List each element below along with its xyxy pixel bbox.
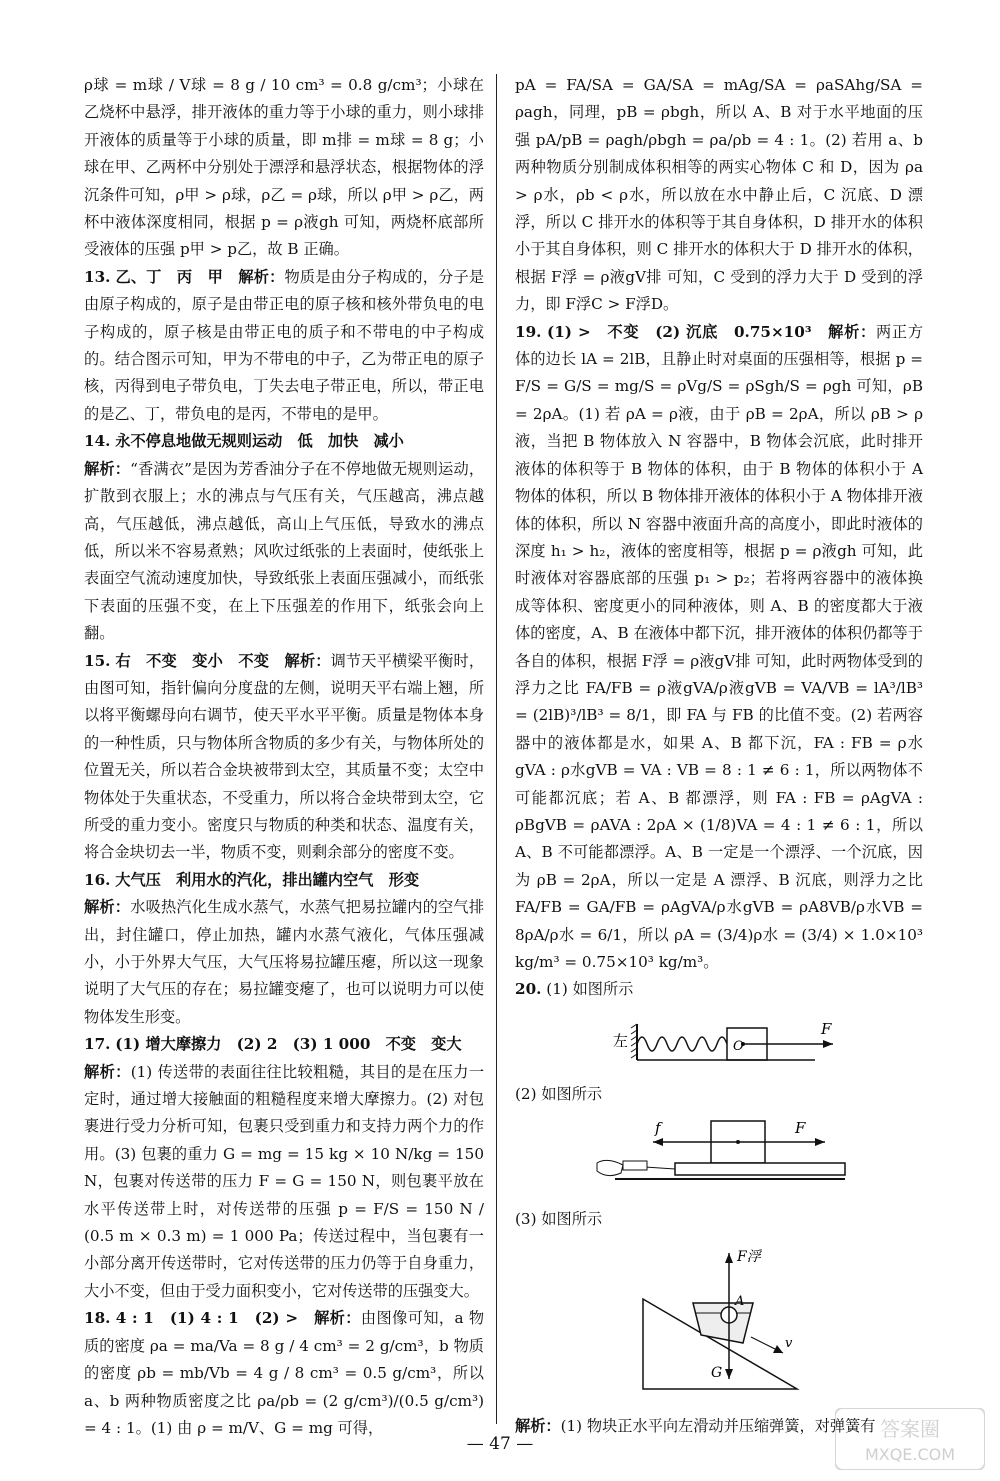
fig3-fb-label: F浮 — [737, 1249, 761, 1266]
q12-continuation: ρ球 = m球 / V球 = 8 g / 10 cm³ = 0.8 g/cm³；小球在乙烧杯中悬浮，排开液体的重力等于小球的重力，则小球排开液体的质量等于小球的质量，即 m排 = m球 = 8 g；小球在甲、乙两杯中分别处于漂浮和悬浮状态，根据物体的浮沉条件可知，ρ甲 > ρ球，ρ乙 = ρ球，所以 ρ甲 > ρ乙，两杯中液体深度相同，根据 p = ρ液gh 可知，两烧杯底部所受液体的压强 p甲 > p乙，故 B 正确。 — [84, 76, 484, 259]
question-16: 16. 大气压 利用水的汽化，排出罐内空气 形变 解析：水吸热汽化生成水蒸气，水蒸气把易拉罐内的空气排出，封住罐口，停止加热，罐内水蒸气液化，气体压强减小，小于外界大气压，大气压将易拉罐压瘪，所以这一现象说明了大气压的存在；易拉罐变瘪了，也可以说明力可以使物体发生形变。 — [84, 870, 485, 1026]
column-divider — [496, 74, 497, 1424]
q20-part2: (2) 如图所示 — [515, 1085, 603, 1104]
page-number: — 47 — — [466, 1434, 534, 1454]
fig1-left-label: 左 — [613, 1031, 629, 1050]
spring-scale — [623, 1161, 647, 1170]
question-17: 17. (1) 增大摩擦力 (2) 2 (3) 1 000 不变 变大 解析：(1) 传送带的表面往往比较粗糙，其目的是在压力一定时，通过增大接触面的粗糙程度来增大摩擦力。(2) 对包裹进行受力分析可知，包裹只受到重力和支持力两个力的作用。(3) 包裹的重力 G = mg = 15 kg × 10 N/kg = 150 N，包裹对传送带的压力 F = G = 150 N，则包裹平放在水平传送带上时，对传送带的压强 p = F/S = 150 N / (0.5 m × 0.3 m) = 1 000 Pa；传送过程中，当包裹有一小部分离开传送带时，它对传送带的压力仍等于自身重力，大小不变，但由于受力面积变小，它对传送带的压强变大。 — [84, 1035, 485, 1300]
string — [645, 1167, 675, 1169]
right-column — [515, 72, 923, 1440]
buoyancy-arrowhead — [725, 1253, 733, 1263]
question-13: 13. 乙、丁 丙 甲 解析：物质是由分子构成的，分子是由原子构成的，原子是由带正电的原子核和核外带负电的电子构成的，原子核是由带正电的质子和不带电的中子构成的。结合图示可知，甲为不带电的中子，乙为带正电的原子核，丙得到电子带负电，丁失去电子带正电，所以，带正电的是乙、丁，带负电的是丙，不带电的是甲。 — [84, 267, 485, 423]
svg-text:答案圈: 答案圈 — [880, 1417, 940, 1441]
hand-icon — [597, 1160, 623, 1175]
block-center — [736, 1140, 740, 1144]
q20-part3: (3) 如图所示 — [515, 1210, 603, 1229]
pull-arrowhead — [815, 1138, 825, 1146]
question-19: 19. (1) > 不变 (2) 沉底 0.75×10³ 解析：两正方体的边长 lA = 2lB，且静止时对桌面的压强相等，根据 p = F/S = G/S = mg/S = ρVg/S = ρSgh/S = ρgh 可知，ρB = 2ρA。(1) 若 ρA = ρ液，由于 ρB = 2ρA，所以 ρB > ρ液，当把 B 物体放入 N 容器中，B 物体会沉底，此时排开液体的体积等于 B 物体的体积，由于 B 物体的体积小于 A 物体的体积，所以 B 物体排开液体的体积小于 A 物体排开液体的体积，所以 N 容器中液面升高的高度小，即此时液体的深度 h₁ > h₂，液体的密度相等，根据 p = ρ液gh 可知，此时液体对容器底部的压强 p₁ > p₂；若将两容器中的液体换成等体积、密度更小的同种液体，则 A、B 的密度都大于液体的密度，A、B 在液体中都下沉，排开液体的体积仍都等于各自的体积，根据 F浮 = ρ液gV排 可知，此时两物体受到的浮力之比 FA/FB = ρ液gVA/ρ液gVB = VA/VB = lA³/lB³ = (2lB)³/lB³ = 8/1，即 FA 与 FB 的比值不变。(2) 若两容器中的液体都是水，如果 A、B 都下沉，FA : FB = ρ水gVA : ρ水gVB = VA : VB = 8 : 1 ≠ 6 : 1，所以两物体不可能都沉底；若 A、B 都漂浮，则 FA : FB = ρAgVA : ρBgVB = ρAVA : 2ρA × (1/8)VA = 4 : 1 ≠ 6 : 1，所以 A、B 不可能都漂浮。A、B 一定是一个漂浮、一个沉底，因为 ρB = 2ρA，所以一定是 A 漂浮、B 沉底，则浮力之比 FA/FB = GA/FB = ρAgVA/ρ水gVB = ρA8VB/ρ水VB = 8ρA/ρ水 = 6/1，所以 ρA = (3/4)ρ水 = (3/4) × 1.0×10³ kg/m³ = 0.75×10³ kg/m³。 — [515, 322, 924, 971]
friction-figure — [515, 1115, 915, 1193]
board — [675, 1163, 845, 1175]
left-column — [84, 72, 484, 1442]
question-18: 18. 4 : 1 (1) 4 : 1 (2) > 解析：由图像可知，a 物质的密度 ρa = ma/Va = 8 g / 4 cm³ = 2 g/cm³，b 物质的密度 ρb = mb/Vb = 4 g / 8 cm³ = 0.5 g/cm³，所以 a、b 两种物质密度之比 ρa/ρb = (2 g/cm³)/(0.5 g/cm³) = 4 : 1。(1) 由 ρ = m/V、G = mg 可得， — [84, 1309, 485, 1437]
spring-block-figure — [515, 1010, 915, 1068]
watermark-logo — [835, 1408, 985, 1470]
fig3-a-label: A — [735, 1294, 745, 1310]
q20-explanation: 解析：(1) 物块正水平向左滑动并压缩弹簧，对弹簧有 — [515, 1416, 876, 1435]
question-14: 14. 永不停息地做无规则运动 低 加快 减小 解析：“香满衣”是因为芳香油分子在不停地做无规则运动，扩散到衣服上；水的沸点与气压有关，气压越高，沸点越高，气压越低，沸点越低，高山上气压低，导致水的沸点低，所以米不容易煮熟；风吹过纸张的上表面时，使纸张上表面空气流动速度加快，导致纸张上表面压强减小，而纸张下表面的压强不变，在上下压强差的作用下，纸张会向上翻。 — [84, 432, 485, 643]
force-arrowhead — [823, 1040, 833, 1048]
fig1-o-label: O — [733, 1038, 744, 1054]
fig2-F-label: F — [795, 1118, 806, 1137]
q18-continuation: pA = FA/SA = GA/SA = mAg/SA = ρaSAhg/SA = ρagh，同理，pB = ρbgh，所以 A、B 对于水平地面的压强 pA/pB = ρagh/ρbgh = ρa/ρb = 4 : 1。(2) 若用 a、b 两种物质分别制成体积相等的两实心物体 C 和 D，因为 ρa > ρ水，ρb < ρ水，所以放在水中静止后，C 沉底、D 漂浮，所以 C 排开水的体积等于其自身体积，D 排开水的体积小于其自身体积，则 C 排开水的体积大于 D 排开水的体积，根据 F浮 = ρ液gV排 可知，C 受到的浮力大于 D 受到的浮力，即 F浮C > F浮D。 — [515, 76, 923, 314]
question-20: 20. (1) 如图所示 — [515, 980, 634, 999]
fig1-f-label: F — [821, 1019, 832, 1038]
fig3-v-label: v — [785, 1336, 793, 1352]
fig2-f-label: f — [655, 1118, 661, 1137]
buoyancy-figure — [515, 1239, 915, 1399]
svg-text:MXQE.COM: MXQE.COM — [864, 1445, 956, 1464]
fig3-g-label: G — [711, 1365, 723, 1382]
spring — [637, 1037, 727, 1051]
friction-arrowhead — [653, 1138, 663, 1146]
question-15: 15. 右 不变 变小 不变 解析：调节天平横梁平衡时，由图可知，指针偏向分度盘的左侧，说明天平右端上翘，所以将平衡螺母向右调节，使天平水平平衡。质量是物体本身的一种性质，只与物体所含物质的多少有关，与物体所处的位置无关，所以若合金块被带到太空，其质量不变；太空中物体处于失重状态，不受重力，所以将合金块带到太空，它所受的重力变小。密度只与物质的种类和状态、温度有关，将合金块切去一半，物质不变，则剩余部分的密度不变。 — [84, 651, 485, 862]
